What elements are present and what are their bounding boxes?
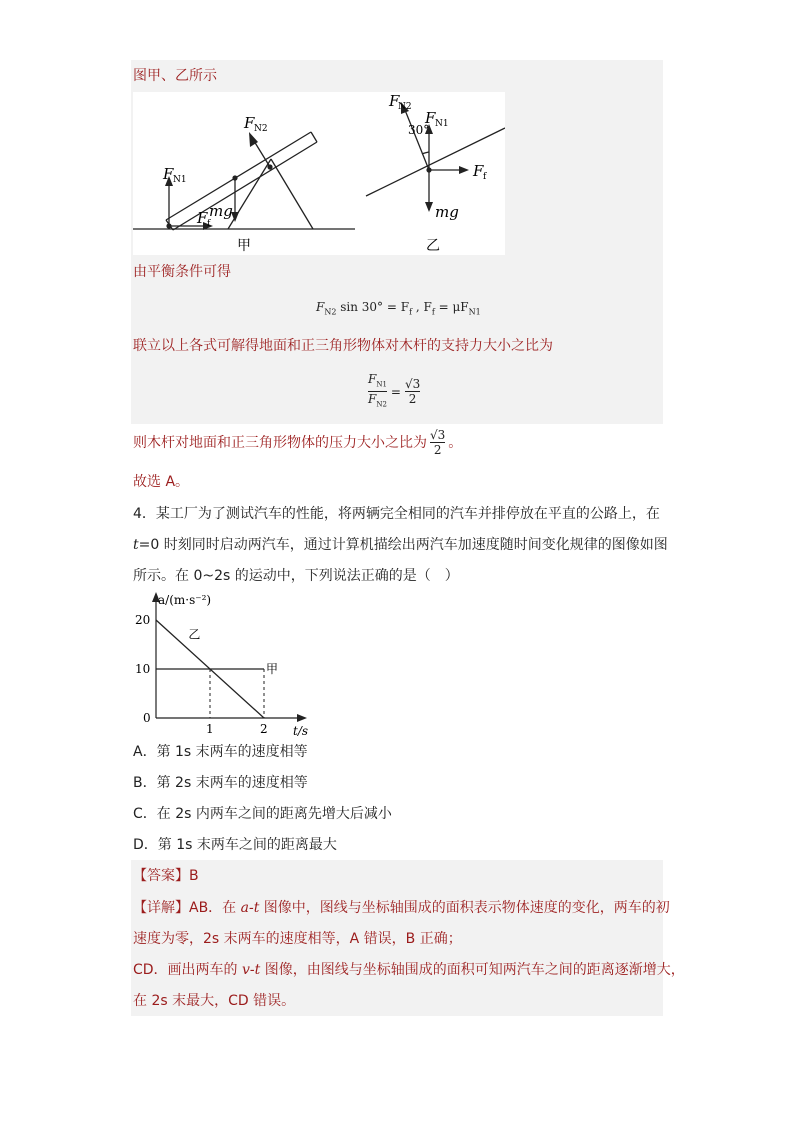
answer-line: 【答案】B [133, 868, 199, 884]
yi-fn1-label: F [425, 109, 436, 127]
option-c: C．在 2s 内两车之间的距离先增大后减小 [133, 806, 392, 822]
series-label-jia: 甲 [266, 662, 279, 676]
detail-line-2: 速度为零，2s 末两车的速度相等，A 错误，B 正确； [133, 931, 462, 947]
yi-ff-label: F [473, 162, 484, 180]
jia-mg-label: mg [209, 202, 233, 220]
question-4-line-1: 4．某工厂为了测试汽车的性能，将两辆完全相同的汽车并排停放在平直的公路上，在 [133, 506, 660, 522]
acceleration-time-chart [131, 590, 321, 740]
yi-fn1-sub: N1 [435, 119, 449, 129]
option-d: D．第 1s 末两车之间的距离最大 [133, 837, 337, 853]
equilibrium-text: 由平衡条件可得 [133, 264, 231, 280]
ratio-equation: $\frac{F_{N1}}{F_{N2}}$ = $\frac{√3}{2}$ [368, 372, 421, 409]
yi-fn2-label: F [389, 92, 400, 110]
x-tick-label: 1 [206, 722, 214, 736]
equation-1: $F_{N2}$ $\sin 30^\circ = F_f$ , $F_f = \mu F_{N1}$ [316, 300, 481, 317]
y-tick-label: 20 [135, 613, 151, 627]
jia-point-b [232, 175, 237, 180]
y-axis-label: a/(m·s⁻²) [158, 593, 212, 607]
detail-line-3: CD．画出两车的 v-t 图像，由图线与坐标轴围成的面积可知两汽车之间的距离逐渐增大， [133, 962, 685, 978]
jia-fn1-sub: N1 [173, 175, 187, 185]
combine-text: 联立以上各式可解得地面和正三角形物体对木杆的支持力大小之比为 [133, 338, 553, 354]
series-label-yi: 乙 [188, 627, 201, 642]
x-tick-label: 2 [260, 722, 268, 736]
question-4-line-3: 所示。在 0~2s 的运动中，下列说法正确的是（ ） [133, 568, 459, 584]
yi-mg-label: mg [435, 203, 459, 221]
option-a: A．第 1s 末两车的速度相等 [133, 744, 308, 760]
yi-point [426, 167, 431, 172]
x-axis-label: t/s [293, 724, 309, 738]
jia-fn2-label: F [244, 114, 255, 132]
jia-ff-sub: f [207, 219, 211, 229]
question-4-line-2: t=0 时刻同时启动两汽车，通过计算机描绘出两汽车加速度随时间变化规律的图像如图 [133, 537, 668, 553]
figure-caption: 图甲、乙所示 [133, 68, 217, 84]
jia-caption: 甲 [237, 238, 251, 254]
detail-line-4: 在 2s 末最大，CD 错误。 [133, 993, 296, 1009]
yi-fn2-sub: N2 [398, 102, 412, 112]
option-b: B．第 2s 末两车的速度相等 [133, 775, 308, 791]
y-tick-label: 10 [135, 662, 151, 676]
jia-fn1-label: F [163, 165, 174, 183]
y-tick-label: 0 [143, 711, 151, 725]
yi-caption: 乙 [426, 238, 440, 254]
jia-point-a [166, 223, 171, 228]
jia-fn2-sub: N2 [254, 124, 268, 134]
jia-ff-label: F [197, 209, 208, 227]
conclusion-text: 则木杆对地面和正三角形物体的压力大小之比为 $\frac{√3}{2}$ 。 [133, 428, 463, 457]
detail-line-1: 【详解】AB．在 a-t 图像中，图线与坐标轴围成的面积表示物体速度的变化，两车的初 [133, 900, 670, 916]
jia-point-c [267, 164, 272, 169]
yi-angle-label: 30° [408, 123, 430, 137]
x-axis-arrow [297, 714, 307, 722]
yi-ff-sub: f [483, 172, 487, 182]
choose-text: 故选 A。 [133, 474, 190, 490]
force-diagram-figure [133, 92, 505, 255]
